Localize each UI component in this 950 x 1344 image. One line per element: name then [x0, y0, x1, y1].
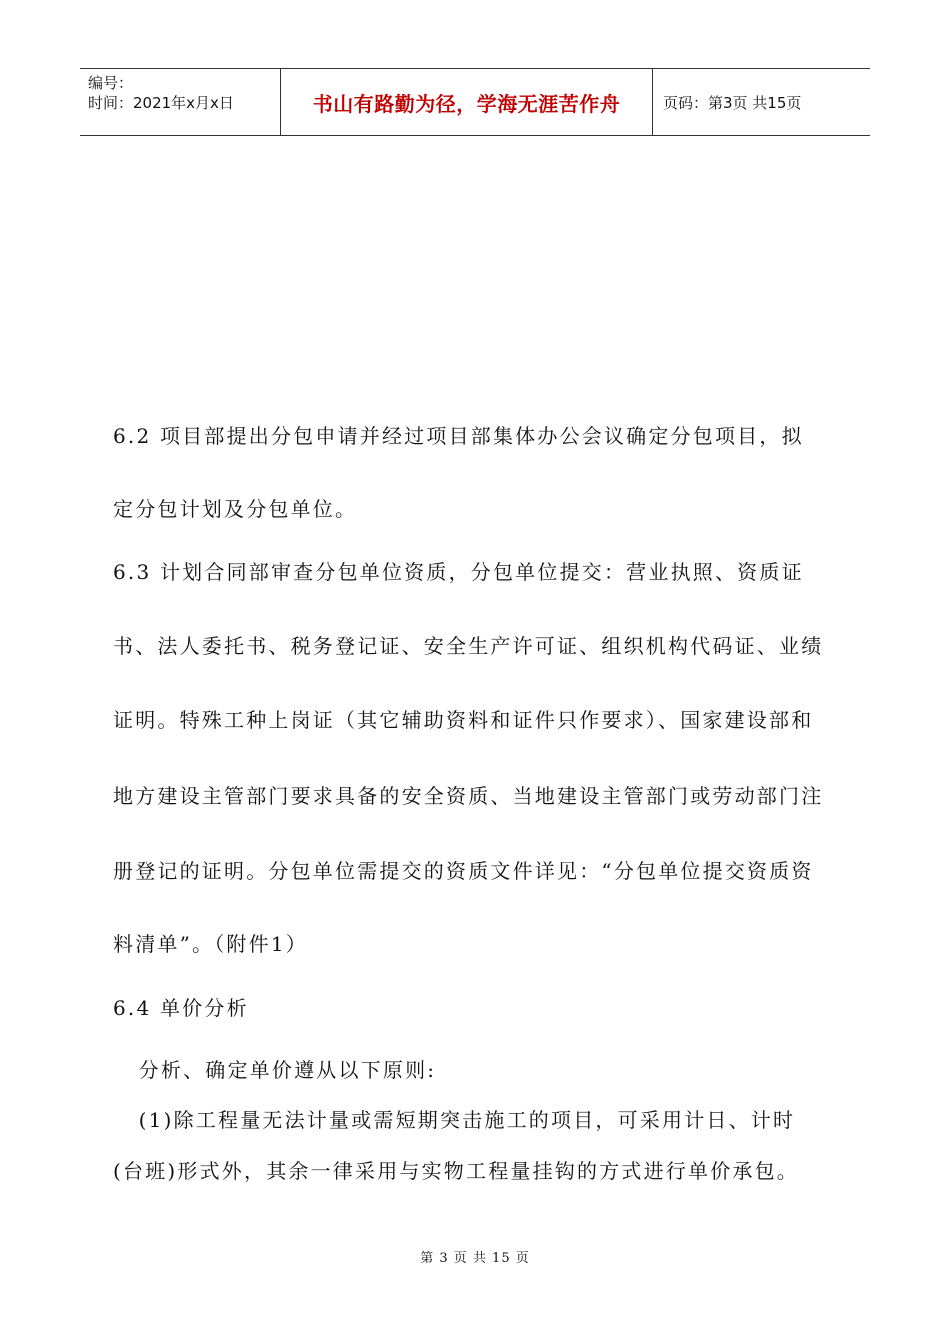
header-time: 时间：2021年x月x日 — [88, 94, 234, 112]
header-page-number: 页码：第3页 共15页 — [663, 93, 802, 112]
page-footer: 第 3 页 共 15 页 — [420, 1251, 530, 1266]
body-line-12: (台班)形式外，其余一律采用与实物工程量挂钩的方式进行单价承包。 — [113, 1159, 800, 1183]
body-line-11: (1)除工程量无法计量或需短期突击施工的项目，可采用计日、计时 — [113, 1108, 796, 1132]
body-line-9: 6.4 单价分析 — [113, 996, 249, 1020]
body-line-2: 定分包计划及分包单位。 — [113, 497, 358, 521]
body-line-3: 6.3 计划合同部审查分包单位资质，分包单位提交：营业执照、资质证 — [113, 560, 804, 584]
header-number: 编号： — [88, 74, 134, 92]
body-line-1: 6.2 项目部提出分包申请并经过项目部集体办公会议确定分包项目，拟 — [113, 424, 804, 448]
body-line-7: 册登记的证明。分包单位需提交的资质文件详见：“分包单位提交资质资 — [113, 859, 814, 883]
body-line-5: 证明。特殊工种上岗证（其它辅助资料和证件只作要求）、国家建设部和 — [113, 708, 814, 732]
header-motto: 书山有路勤为径，学海无涯苦作舟 — [312, 91, 621, 116]
header-meta-cell — [80, 69, 281, 135]
body-line-8: 料清单”。（附件1） — [113, 932, 308, 956]
body-line-10: 分析、确定单价遵从以下原则: — [113, 1058, 437, 1082]
body-line-4: 书、法人委托书、税务登记证、安全生产许可证、组织机构代码证、业绩 — [113, 634, 824, 658]
body-line-6: 地方建设主管部门要求具备的安全资质、当地建设主管部门或劳动部门注 — [113, 784, 824, 808]
page-header — [80, 68, 870, 136]
header-motto-cell — [281, 69, 653, 135]
header-page-cell — [653, 69, 870, 135]
